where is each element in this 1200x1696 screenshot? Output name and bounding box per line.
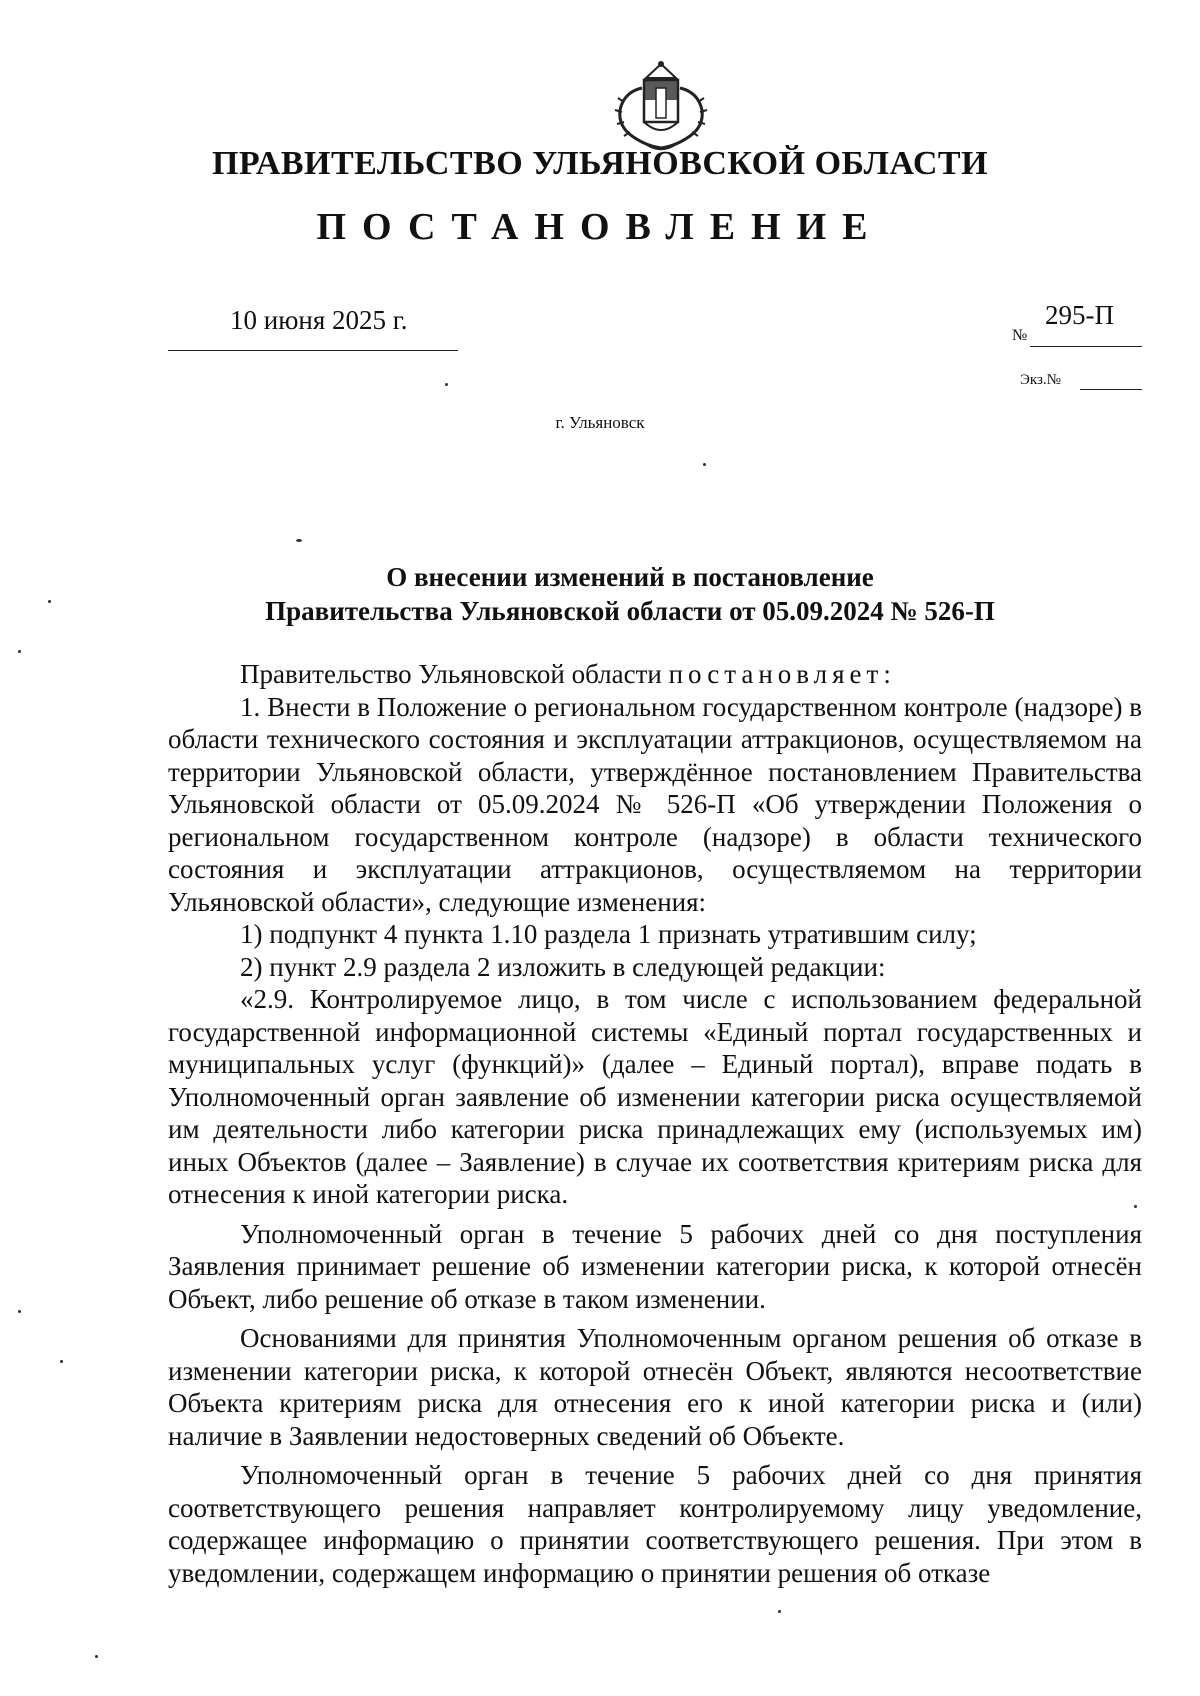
subject-line-1: О внесении изменений в постановление [386,562,874,592]
scan-speck [18,1310,21,1313]
number-underline [1030,346,1142,347]
document-date: 10 июня 2025 г. [230,305,408,335]
date-underline [168,350,458,351]
paragraph-4: «2.9. Контролируемое лицо, в том числе с использованием федеральной государственной информационной системы «Единый портал государственных и муниципальных услуг (функций)» (далее – Единый портал), вправе подать в Уполномоченный орган заявление об изменении категории риска осуществляемой им деятельности либо категории риска принадлежащих ему (используемых им) иных Объектов (далее – Заявление) в случае их соответствия критериям риска для отнесения к иной категории риска. [168,984,1142,1209]
paragraph-3: 2) пункт 2.9 раздела 2 изложить в следующей редакции: [240,951,886,982]
document-subject [200,560,1060,628]
scan-speck [60,1360,63,1363]
scan-speck [703,463,706,466]
copy-number-label: Экз.№ [1020,372,1061,388]
paragraph-2: 1) подпункт 4 пункта 1.10 раздела 1 признать утратившим силу; [240,919,977,949]
intro-verb: постановляет [668,659,884,689]
scan-speck [1134,1205,1137,1208]
city-name: г. Ульяновск [555,413,645,432]
paragraph-1: 1. Внести в Положение о региональном государственном контроле (надзоре) в области технического состояния и эксплуатации аттракционов, осуществляемом на территории Ульяновской области, утверждённое постановлением Правительства Ульяновской области от 05.09.2024 № 526-П «Об утверждении Положения о региональном государственном контроле (надзоре) в области технического состояния и эксплуатации аттракционов, осуществляемом на территории Ульяновской области», следующие изменения: [168,691,1142,917]
intro-text: Правительство Ульяновской области [240,659,669,689]
scan-speck [48,600,51,603]
paragraph-5: Уполномоченный орган в течение 5 рабочих дней со дня поступления Заявления принимает решение об изменении категории риска, к которой отнесён Объект, либо решение об отказе в таком изменении. [168,1218,1142,1314]
paragraph-7: Уполномоченный орган в течение 5 рабочих дней со дня принятия соответствующего решения направляет контролируемому лицу уведомление, содержащее информацию о принятии соответствующего решения. При этом в уведомлении, содержащем информацию о принятии решения об отказе [168,1460,1142,1588]
organization-title: ПРАВИТЕЛЬСТВО УЛЬЯНОВСКОЙ ОБЛАСТИ [211,145,989,182]
coat-of-arms-emblem [606,58,716,154]
document-type-title: ПОСТАНОВЛЕНИЕ [316,206,884,248]
scan-speck [18,650,21,653]
paragraph-6: Основаниями для принятия Уполномоченным органом решения об отказе в изменении категории риска, к которой отнесён Объект, являются несоответствие Объекта критериям риска для отнесения его к иной категории риска и (или) наличие в Заявлении недостоверных сведений об Объекте. [168,1323,1142,1451]
scan-speck [296,539,302,542]
scan-speck [445,383,448,386]
scan-speck [95,1655,98,1658]
subject-line-2: Правительства Ульяновской области от 05.09.2024 № 526-П [265,596,995,626]
document-body [168,658,1142,1589]
number-prefix: № [1012,327,1028,344]
intro-colon: : [883,659,891,689]
copy-number-underline [1080,389,1142,390]
intro-paragraph [168,658,1142,691]
document-number: 295-П [1045,300,1114,330]
scan-speck [778,1610,781,1613]
